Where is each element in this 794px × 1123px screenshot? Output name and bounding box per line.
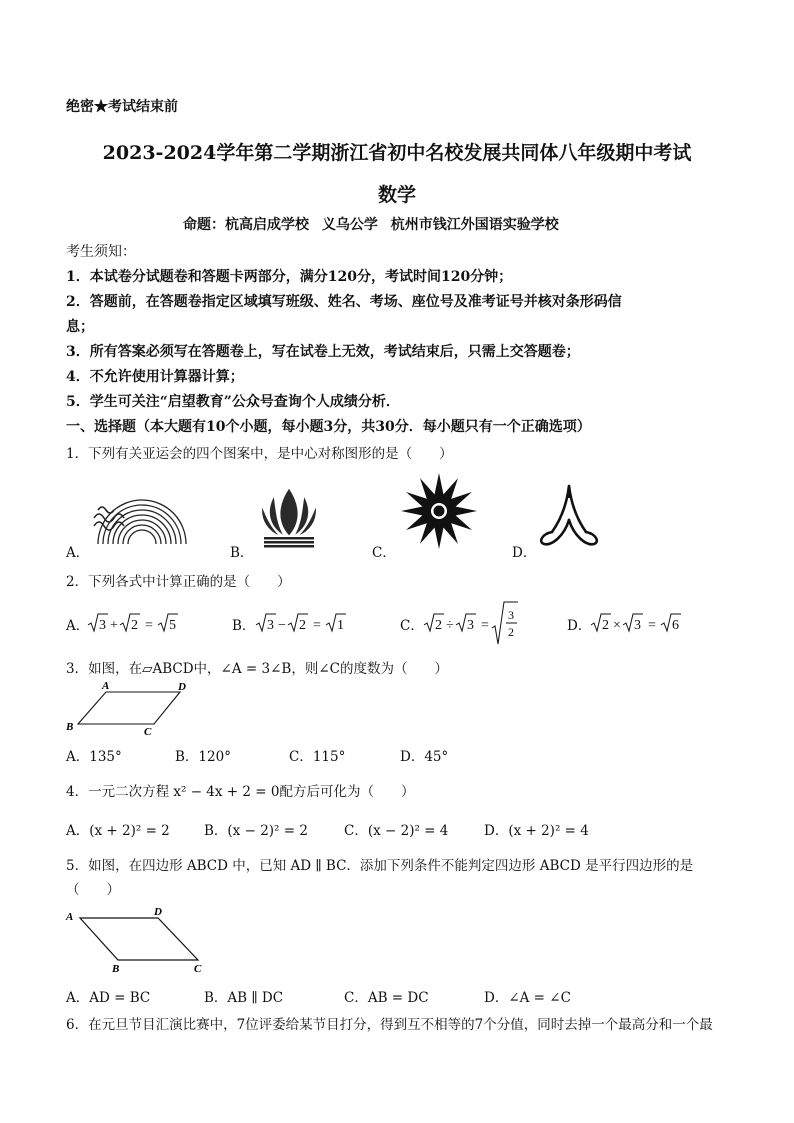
q2-expr-c [422, 600, 532, 646]
svg-text:×: × [613, 618, 621, 633]
q2-c-radicand-1: 2 [435, 618, 442, 633]
q3-label-b: B [66, 721, 74, 733]
q1-option-a[interactable]: A． [66, 545, 90, 561]
q5-quadrilateral-figure [62, 904, 212, 976]
notice-heading: 考生须知： [66, 244, 136, 260]
notice-item: 1．本试卷分试题卷和答题卡两部分，满分120分，考试时间120分钟； [66, 269, 513, 285]
q2-c-numerator: 3 [508, 608, 514, 622]
q5-label-c: C [194, 963, 202, 975]
q5-label-d: D [154, 906, 162, 918]
svg-text:=: = [313, 618, 321, 633]
q5-label-b: B [112, 963, 120, 975]
subject-title: 数学 [377, 184, 416, 206]
q3-label-c: C [144, 726, 152, 738]
exam-title: 2023-2024学年第二学期浙江省初中名校发展共同体八年级期中考试 [102, 142, 692, 164]
authors-line: 命题：杭高启成学校 义乌公学 杭州市钱江外国语实验学校 [183, 217, 559, 233]
q3-option-d[interactable]: D．45° [400, 749, 449, 765]
q1-figure-b [258, 486, 320, 550]
q2-d-radicand-3: 6 [672, 618, 679, 633]
svg-text:−: − [278, 618, 286, 633]
q2-b-radicand-2: 2 [299, 618, 306, 633]
notice-item: 5．学生可关注“启望教育”公众号查询个人成绩分析． [66, 394, 400, 410]
question-6-stem: 6．在元旦节目汇演比赛中，7位评委给某节目打分，得到互不相等的7个分值，同时去掉一个最高分和一个最 [66, 1017, 713, 1033]
q4-option-a[interactable]: A．(x + 2)² = 2 [66, 823, 170, 839]
q2-a-radicand-3: 5 [169, 618, 176, 633]
q1-figure-d [534, 484, 604, 548]
q1-figure-a [90, 496, 195, 546]
q5-option-a[interactable]: A．AD = BC [66, 990, 151, 1006]
question-3-stem: 3．如图，在▱ABCD中，∠A = 3∠B，则∠C的度数为（ ） [66, 661, 448, 677]
q1-figure-c [400, 472, 478, 550]
question-5-stem-bracket: （ ） [66, 882, 120, 898]
q2-d-radicand-2: 3 [634, 618, 641, 633]
q2-b-radicand-1: 3 [267, 618, 274, 633]
q3-option-b[interactable]: B．120° [175, 749, 231, 765]
q5-option-c[interactable]: C．AB = DC [344, 990, 429, 1006]
section-heading: 一、选择题（本大题有10个小题，每小题3分，共30分．每小题只有一个正确选项） [66, 419, 591, 435]
q1-option-b[interactable]: B． [230, 545, 254, 561]
q2-expr-b [254, 610, 364, 636]
q2-b-radicand-3: 1 [337, 618, 344, 633]
q3-label-a: A [102, 680, 110, 692]
svg-text:=: = [145, 618, 153, 633]
q3-option-c[interactable]: C．115° [289, 749, 346, 765]
q4-option-d[interactable]: D．(x + 2)² = 4 [484, 823, 589, 839]
q1-option-d[interactable]: D． [512, 545, 537, 561]
q4-option-c[interactable]: C．(x − 2)² = 4 [344, 823, 449, 839]
q2-a-radicand-1: 3 [99, 618, 106, 633]
question-4-stem: 4．一元二次方程 x² − 4x + 2 = 0配方后可化为（ ） [66, 784, 415, 800]
q2-option-d[interactable]: D． [567, 618, 592, 634]
svg-text:=: = [481, 618, 489, 633]
svg-text:=: = [648, 618, 656, 633]
q3-parallelogram-figure [62, 680, 192, 738]
svg-text:÷: ÷ [446, 618, 454, 633]
q5-option-d[interactable]: D．∠A = ∠C [484, 990, 571, 1006]
notice-item: 2．答题前，在答题卷指定区域填写班级、姓名、考场、座位号及准考证号并核对条形码信 [66, 294, 622, 310]
q2-c-radicand-2: 3 [467, 618, 474, 633]
svg-text:+: + [110, 618, 118, 633]
q2-option-b[interactable]: B． [232, 618, 256, 634]
q2-d-radicand-1: 2 [602, 618, 609, 633]
q2-option-a-letter: A． [66, 618, 90, 634]
q2-expr-d [589, 610, 699, 636]
q2-a-radicand-2: 2 [131, 618, 138, 633]
notice-item: 息； [66, 319, 94, 335]
q2-option-c[interactable]: C． [400, 618, 424, 634]
q2-expr-a [86, 610, 196, 636]
q5-option-b[interactable]: B．AB ∥ DC [204, 990, 284, 1006]
q4-option-b[interactable]: B．(x − 2)² = 2 [204, 823, 308, 839]
notice-item: 4．不允许使用计算器计算； [66, 369, 244, 385]
secret-mark: 绝密★考试结束前 [66, 99, 178, 115]
q5-label-a: A [66, 911, 74, 923]
notice-item: 3．所有答案必须写在答题卷上，写在试卷上无效，考试结束后，只需上交答题卷； [66, 344, 580, 360]
question-2-stem: 2．下列各式中计算正确的是（ ） [66, 574, 291, 590]
question-1-stem: 1．下列有关亚运会的四个图案中，是中心对称图形的是（ ） [66, 446, 453, 462]
q2-c-denominator: 2 [508, 625, 514, 639]
q1-option-c[interactable]: C． [372, 545, 396, 561]
question-5-stem: 5．如图，在四边形 ABCD 中，已知 AD ∥ BC．添加下列条件不能判定四边形 ABCD 是平行四边形的是 [66, 858, 694, 874]
q3-label-d: D [178, 681, 186, 693]
q3-option-a[interactable]: A．135° [66, 749, 122, 765]
